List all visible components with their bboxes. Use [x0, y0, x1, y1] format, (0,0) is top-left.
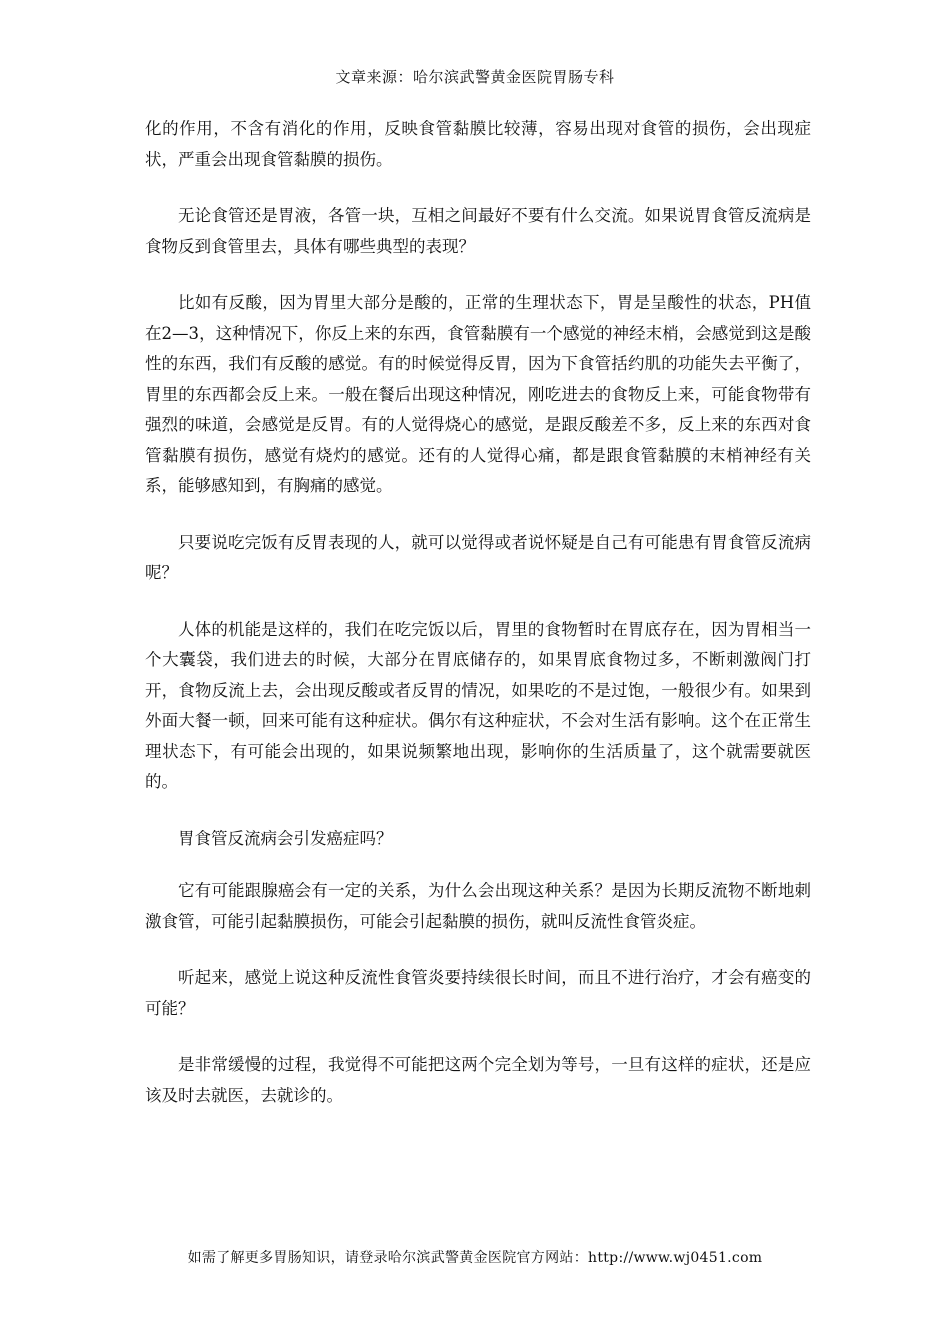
- paragraph-4: 只要说吃完饭有反胃表现的人，就可以觉得或者说怀疑是自己有可能患有胃食管反流病呢？: [145, 532, 811, 582]
- paragraph-6: 胃食管反流病会引发癌症吗？: [178, 828, 393, 848]
- paragraph-8: 听起来，感觉上说这种反流性食管炎要持续很长时间，而且不进行治疗，才会有癌变的可能？: [145, 968, 811, 1018]
- paragraph-9: 是非常缓慢的过程，我觉得不可能把这两个完全划为等号，一旦有这样的症状，还是应该及时去就医，去就诊的。: [145, 1055, 811, 1105]
- page-footer-link-text: 如需了解更多胃肠知识，请登录哈尔滨武警黄金医院官方网站：http://www.wj0451.com: [187, 1250, 763, 1266]
- page-header-source: 文章来源：哈尔滨武警黄金医院胃肠专科: [335, 68, 615, 86]
- paragraph-7: 它有可能跟腺癌会有一定的关系，为什么会出现这种关系？是因为长期反流物不断地刺激食管，可能引起黏膜损伤，可能会引起黏膜的损伤，就叫反流性食管炎症。: [145, 881, 811, 931]
- paragraph-5: 人体的机能是这样的，我们在吃完饭以后，胃里的食物暂时在胃底存在，因为胃相当一个大囊袋，我们进去的时候，大部分在胃底储存的，如果胃底食物过多，不断刺激阀门打开，食物反流上去，会出现反酸或者反胃的情况，如果吃的不是过饱，一般很少有。如果到外面大餐一顿，回来可能有这种症状。偶尔有这种症状，不会对生活有影响。这个在正常生理状态下，有可能会出现的，如果说频繁地出现，影响你的生活质量了，这个就需要就医的。: [145, 619, 811, 791]
- paragraph-2: 无论食管还是胃液，各管一块，互相之间最好不要有什么交流。如果说胃食管反流病是食物反到食管里去，具体有哪些典型的表现？: [145, 206, 811, 256]
- paragraph-1: 化的作用，不含有消化的作用，反映食管黏膜比较薄，容易出现对食管的损伤，会出现症状，严重会出现食管黏膜的损伤。: [145, 119, 811, 169]
- paragraph-3: 比如有反酸，因为胃里大部分是酸的，正常的生理状态下，胃是呈酸性的状态，PH值在2—3，这种情况下，你反上来的东西，食管黏膜有一个感觉的神经末梢，会感觉到这是酸性的东西，我们有反酸的感觉。有的时候觉得反胃，因为下食管括约肌的功能失去平衡了，胃里的东西都会反上来。一般在餐后出现这种情况，刚吃进去的食物反上来，可能食物带有强烈的味道，会感觉是反胃。有的人觉得烧心的感觉，是跟反酸差不多，反上来的东西对食管黏膜有损伤，感觉有烧灼的感觉。还有的人觉得心痛，都是跟食管黏膜的末梢神经有关系，能够感知到，有胸痛的感觉。: [145, 293, 811, 495]
- article-body: [145, 114, 811, 1137]
